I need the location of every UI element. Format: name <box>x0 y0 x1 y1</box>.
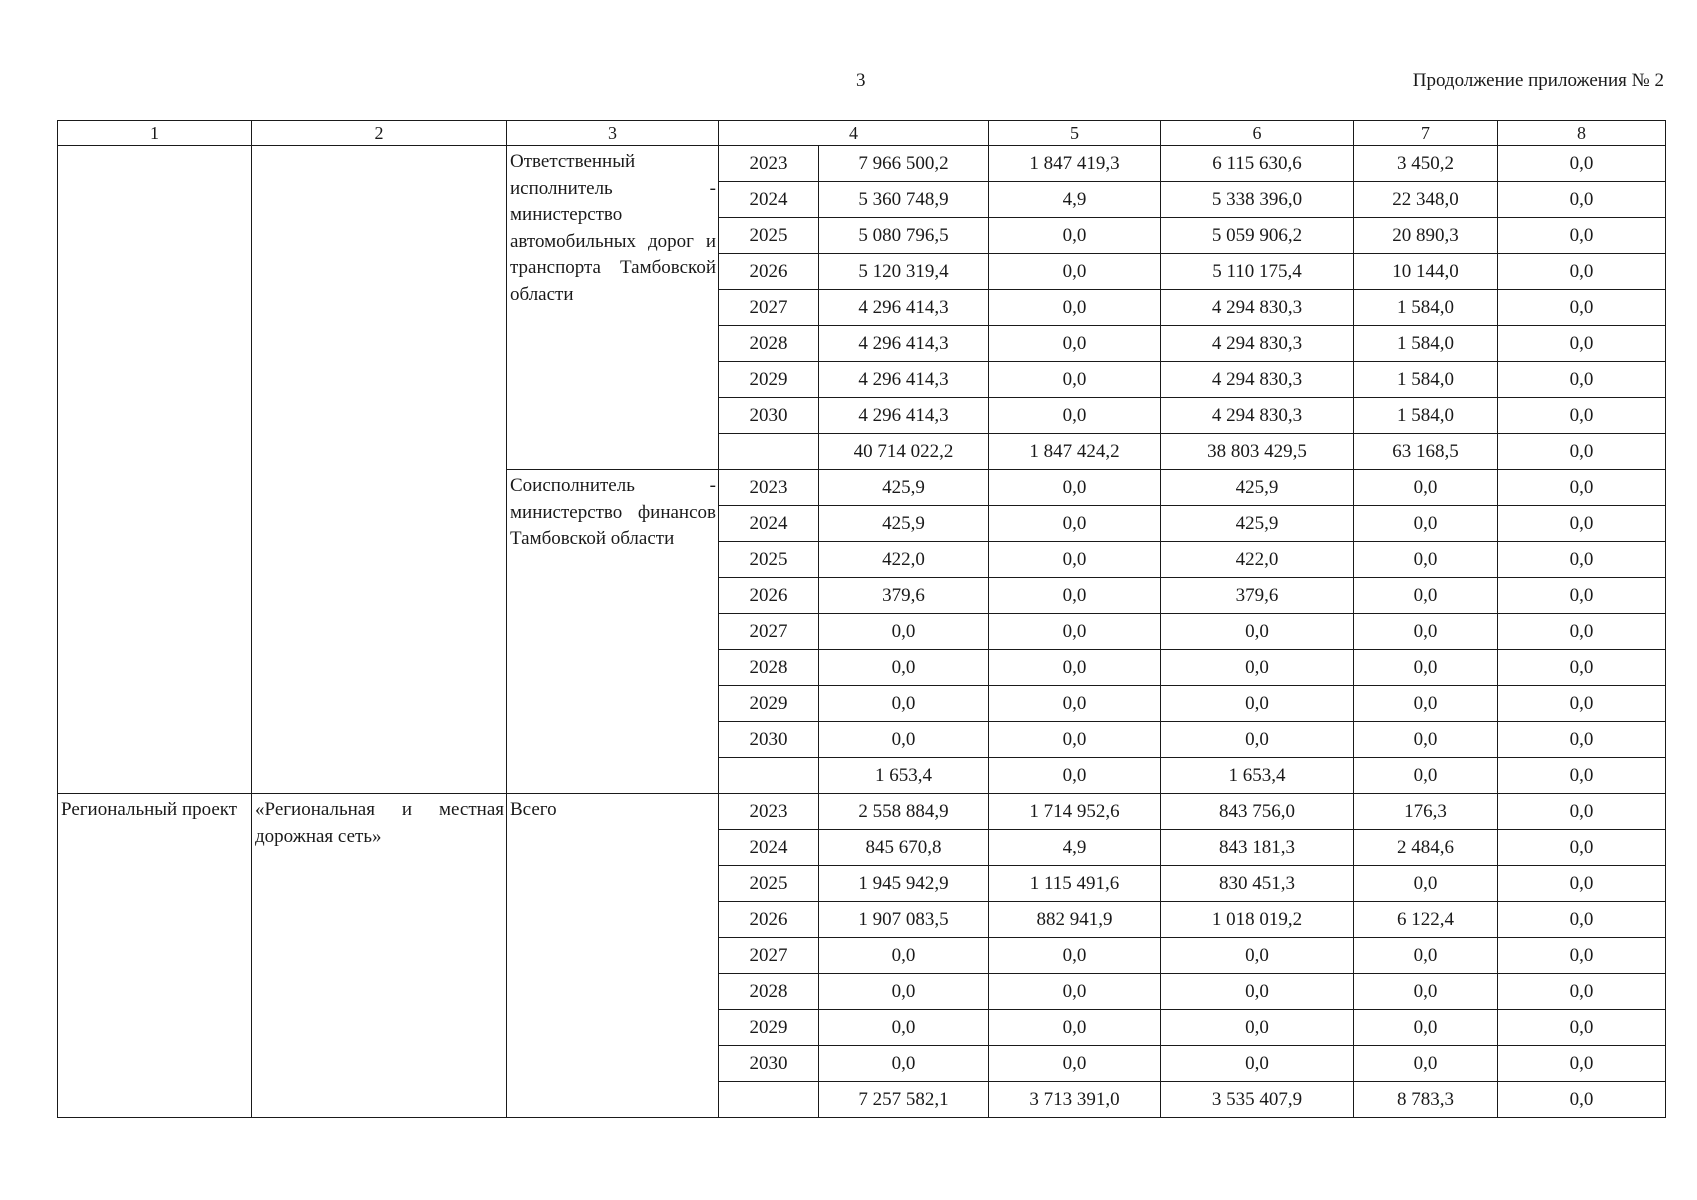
year-cell: 2027 <box>719 938 819 974</box>
column-header: 8 <box>1498 121 1666 146</box>
amount-cell-6: 4 294 830,3 <box>1161 398 1354 434</box>
amount-cell-7: 8 783,3 <box>1354 1082 1498 1118</box>
amount-cell-6: 843 181,3 <box>1161 830 1354 866</box>
amount-cell-5: 0,0 <box>989 542 1161 578</box>
amount-cell-8: 0,0 <box>1498 1046 1666 1082</box>
amount-cell-8: 0,0 <box>1498 1082 1666 1118</box>
amount-cell-5: 0,0 <box>989 326 1161 362</box>
amount-cell-7: 3 450,2 <box>1354 146 1498 182</box>
table-body <box>58 121 1666 1118</box>
executor-cell: Соисполнитель - министерство финансов Тамбовской области <box>507 470 719 794</box>
amount-cell-4: 422,0 <box>819 542 989 578</box>
amount-cell-8: 0,0 <box>1498 974 1666 1010</box>
year-cell: 2027 <box>719 290 819 326</box>
amount-cell-4: 7 257 582,1 <box>819 1082 989 1118</box>
amount-cell-4: 4 296 414,3 <box>819 362 989 398</box>
amount-cell-5: 4,9 <box>989 182 1161 218</box>
amount-cell-8: 0,0 <box>1498 470 1666 506</box>
amount-cell-8: 0,0 <box>1498 146 1666 182</box>
year-cell: 2028 <box>719 650 819 686</box>
amount-cell-8: 0,0 <box>1498 182 1666 218</box>
year-cell: 2028 <box>719 326 819 362</box>
amount-cell-4: 845 670,8 <box>819 830 989 866</box>
amount-cell-7: 0,0 <box>1354 650 1498 686</box>
amount-cell-6: 4 294 830,3 <box>1161 326 1354 362</box>
amount-cell-5: 0,0 <box>989 362 1161 398</box>
amount-cell-8: 0,0 <box>1498 434 1666 470</box>
year-cell: 2026 <box>719 254 819 290</box>
amount-cell-7: 10 144,0 <box>1354 254 1498 290</box>
amount-cell-6: 425,9 <box>1161 506 1354 542</box>
amount-cell-4: 379,6 <box>819 578 989 614</box>
amount-cell-8: 0,0 <box>1498 254 1666 290</box>
amount-cell-5: 0,0 <box>989 398 1161 434</box>
amount-cell-5: 0,0 <box>989 722 1161 758</box>
amount-cell-6: 0,0 <box>1161 722 1354 758</box>
amount-cell-6: 5 110 175,4 <box>1161 254 1354 290</box>
amount-cell-8: 0,0 <box>1498 398 1666 434</box>
executor-cell: Ответственный исполнитель - министерство автомобильных дорог и транспорта Тамбовской области <box>507 146 719 470</box>
year-cell: 2030 <box>719 1046 819 1082</box>
program-type-cell: Региональный проект <box>58 794 252 1118</box>
amount-cell-5: 0,0 <box>989 758 1161 794</box>
amount-cell-8: 0,0 <box>1498 578 1666 614</box>
amount-cell-5: 3 713 391,0 <box>989 1082 1161 1118</box>
year-cell <box>719 1082 819 1118</box>
amount-cell-8: 0,0 <box>1498 686 1666 722</box>
program-name-cell <box>252 146 507 794</box>
year-cell: 2024 <box>719 830 819 866</box>
page-number: 3 <box>856 70 866 91</box>
amount-cell-6: 0,0 <box>1161 938 1354 974</box>
amount-cell-5: 0,0 <box>989 578 1161 614</box>
amount-cell-8: 0,0 <box>1498 506 1666 542</box>
amount-cell-8: 0,0 <box>1498 326 1666 362</box>
amount-cell-5: 1 847 424,2 <box>989 434 1161 470</box>
column-header: 2 <box>252 121 507 146</box>
amount-cell-7: 0,0 <box>1354 542 1498 578</box>
amount-cell-8: 0,0 <box>1498 866 1666 902</box>
amount-cell-6: 6 115 630,6 <box>1161 146 1354 182</box>
amount-cell-5: 0,0 <box>989 254 1161 290</box>
amount-cell-4: 5 080 796,5 <box>819 218 989 254</box>
column-header: 3 <box>507 121 719 146</box>
executor-cell: Всего <box>507 794 719 1118</box>
year-cell: 2030 <box>719 398 819 434</box>
appendix-caption: Продолжение приложения № 2 <box>1412 70 1664 91</box>
amount-cell-6: 1 018 019,2 <box>1161 902 1354 938</box>
amount-cell-8: 0,0 <box>1498 614 1666 650</box>
amount-cell-7: 1 584,0 <box>1354 326 1498 362</box>
amount-cell-5: 882 941,9 <box>989 902 1161 938</box>
amount-cell-4: 4 296 414,3 <box>819 326 989 362</box>
amount-cell-6: 0,0 <box>1161 1010 1354 1046</box>
amount-cell-5: 0,0 <box>989 650 1161 686</box>
program-name-cell: «Региональная и местная дорожная сеть» <box>252 794 507 1118</box>
amount-cell-8: 0,0 <box>1498 1010 1666 1046</box>
header-row <box>58 121 1666 146</box>
amount-cell-8: 0,0 <box>1498 794 1666 830</box>
amount-cell-6: 4 294 830,3 <box>1161 362 1354 398</box>
amount-cell-6: 1 653,4 <box>1161 758 1354 794</box>
amount-cell-4: 425,9 <box>819 470 989 506</box>
amount-cell-7: 1 584,0 <box>1354 398 1498 434</box>
amount-cell-7: 6 122,4 <box>1354 902 1498 938</box>
amount-cell-7: 0,0 <box>1354 614 1498 650</box>
amount-cell-7: 0,0 <box>1354 722 1498 758</box>
amount-cell-5: 0,0 <box>989 1046 1161 1082</box>
amount-cell-8: 0,0 <box>1498 290 1666 326</box>
amount-cell-7: 1 584,0 <box>1354 290 1498 326</box>
year-cell: 2030 <box>719 722 819 758</box>
amount-cell-8: 0,0 <box>1498 758 1666 794</box>
amount-cell-7: 0,0 <box>1354 1046 1498 1082</box>
amount-cell-8: 0,0 <box>1498 722 1666 758</box>
amount-cell-8: 0,0 <box>1498 938 1666 974</box>
amount-cell-4: 1 945 942,9 <box>819 866 989 902</box>
amount-cell-4: 4 296 414,3 <box>819 290 989 326</box>
amount-cell-4: 1 907 083,5 <box>819 902 989 938</box>
amount-cell-7: 2 484,6 <box>1354 830 1498 866</box>
amount-cell-5: 0,0 <box>989 506 1161 542</box>
year-cell: 2028 <box>719 974 819 1010</box>
amount-cell-8: 0,0 <box>1498 650 1666 686</box>
amount-cell-6: 425,9 <box>1161 470 1354 506</box>
amount-cell-4: 5 360 748,9 <box>819 182 989 218</box>
amount-cell-7: 63 168,5 <box>1354 434 1498 470</box>
year-cell: 2025 <box>719 218 819 254</box>
amount-cell-6: 5 338 396,0 <box>1161 182 1354 218</box>
amount-cell-7: 0,0 <box>1354 1010 1498 1046</box>
amount-cell-5: 0,0 <box>989 1010 1161 1046</box>
amount-cell-6: 0,0 <box>1161 650 1354 686</box>
column-header: 7 <box>1354 121 1498 146</box>
amount-cell-4: 0,0 <box>819 1010 989 1046</box>
amount-cell-8: 0,0 <box>1498 362 1666 398</box>
amount-cell-6: 3 535 407,9 <box>1161 1082 1354 1118</box>
amount-cell-4: 40 714 022,2 <box>819 434 989 470</box>
amount-cell-5: 1 847 419,3 <box>989 146 1161 182</box>
amount-cell-8: 0,0 <box>1498 902 1666 938</box>
amount-cell-7: 20 890,3 <box>1354 218 1498 254</box>
amount-cell-4: 0,0 <box>819 686 989 722</box>
amount-cell-7: 176,3 <box>1354 794 1498 830</box>
column-header: 5 <box>989 121 1161 146</box>
amount-cell-7: 0,0 <box>1354 758 1498 794</box>
amount-cell-6: 5 059 906,2 <box>1161 218 1354 254</box>
amount-cell-5: 1 115 491,6 <box>989 866 1161 902</box>
amount-cell-4: 425,9 <box>819 506 989 542</box>
amount-cell-4: 0,0 <box>819 650 989 686</box>
year-cell: 2026 <box>719 578 819 614</box>
amount-cell-8: 0,0 <box>1498 830 1666 866</box>
year-cell: 2023 <box>719 146 819 182</box>
amount-cell-5: 0,0 <box>989 614 1161 650</box>
amount-cell-5: 0,0 <box>989 974 1161 1010</box>
year-cell <box>719 758 819 794</box>
budget-table <box>57 120 1666 1118</box>
amount-cell-5: 0,0 <box>989 938 1161 974</box>
column-header: 1 <box>58 121 252 146</box>
table-row <box>58 146 1666 182</box>
amount-cell-5: 0,0 <box>989 686 1161 722</box>
amount-cell-7: 0,0 <box>1354 470 1498 506</box>
year-cell: 2026 <box>719 902 819 938</box>
amount-cell-7: 0,0 <box>1354 686 1498 722</box>
amount-cell-6: 0,0 <box>1161 686 1354 722</box>
year-cell: 2029 <box>719 1010 819 1046</box>
amount-cell-4: 0,0 <box>819 722 989 758</box>
year-cell: 2029 <box>719 362 819 398</box>
year-cell: 2025 <box>719 542 819 578</box>
year-cell: 2023 <box>719 794 819 830</box>
amount-cell-7: 1 584,0 <box>1354 362 1498 398</box>
amount-cell-8: 0,0 <box>1498 542 1666 578</box>
amount-cell-4: 1 653,4 <box>819 758 989 794</box>
amount-cell-8: 0,0 <box>1498 218 1666 254</box>
amount-cell-6: 843 756,0 <box>1161 794 1354 830</box>
amount-cell-7: 0,0 <box>1354 938 1498 974</box>
year-cell: 2023 <box>719 470 819 506</box>
amount-cell-4: 7 966 500,2 <box>819 146 989 182</box>
amount-cell-4: 0,0 <box>819 974 989 1010</box>
amount-cell-7: 0,0 <box>1354 974 1498 1010</box>
amount-cell-5: 0,0 <box>989 290 1161 326</box>
amount-cell-6: 0,0 <box>1161 614 1354 650</box>
year-cell <box>719 434 819 470</box>
amount-cell-4: 0,0 <box>819 938 989 974</box>
amount-cell-7: 0,0 <box>1354 578 1498 614</box>
amount-cell-4: 5 120 319,4 <box>819 254 989 290</box>
amount-cell-7: 0,0 <box>1354 506 1498 542</box>
year-cell: 2027 <box>719 614 819 650</box>
amount-cell-5: 0,0 <box>989 218 1161 254</box>
amount-cell-7: 22 348,0 <box>1354 182 1498 218</box>
amount-cell-4: 0,0 <box>819 1046 989 1082</box>
table-row <box>58 794 1666 830</box>
amount-cell-6: 379,6 <box>1161 578 1354 614</box>
year-cell: 2024 <box>719 506 819 542</box>
amount-cell-6: 0,0 <box>1161 974 1354 1010</box>
amount-cell-7: 0,0 <box>1354 866 1498 902</box>
amount-cell-4: 0,0 <box>819 614 989 650</box>
program-type-cell <box>58 146 252 794</box>
amount-cell-6: 422,0 <box>1161 542 1354 578</box>
column-header: 6 <box>1161 121 1354 146</box>
column-header: 4 <box>719 121 989 146</box>
amount-cell-6: 38 803 429,5 <box>1161 434 1354 470</box>
year-cell: 2029 <box>719 686 819 722</box>
amount-cell-4: 2 558 884,9 <box>819 794 989 830</box>
amount-cell-5: 4,9 <box>989 830 1161 866</box>
amount-cell-6: 4 294 830,3 <box>1161 290 1354 326</box>
year-cell: 2024 <box>719 182 819 218</box>
amount-cell-5: 0,0 <box>989 470 1161 506</box>
year-cell: 2025 <box>719 866 819 902</box>
amount-cell-5: 1 714 952,6 <box>989 794 1161 830</box>
amount-cell-6: 0,0 <box>1161 1046 1354 1082</box>
amount-cell-6: 830 451,3 <box>1161 866 1354 902</box>
amount-cell-4: 4 296 414,3 <box>819 398 989 434</box>
